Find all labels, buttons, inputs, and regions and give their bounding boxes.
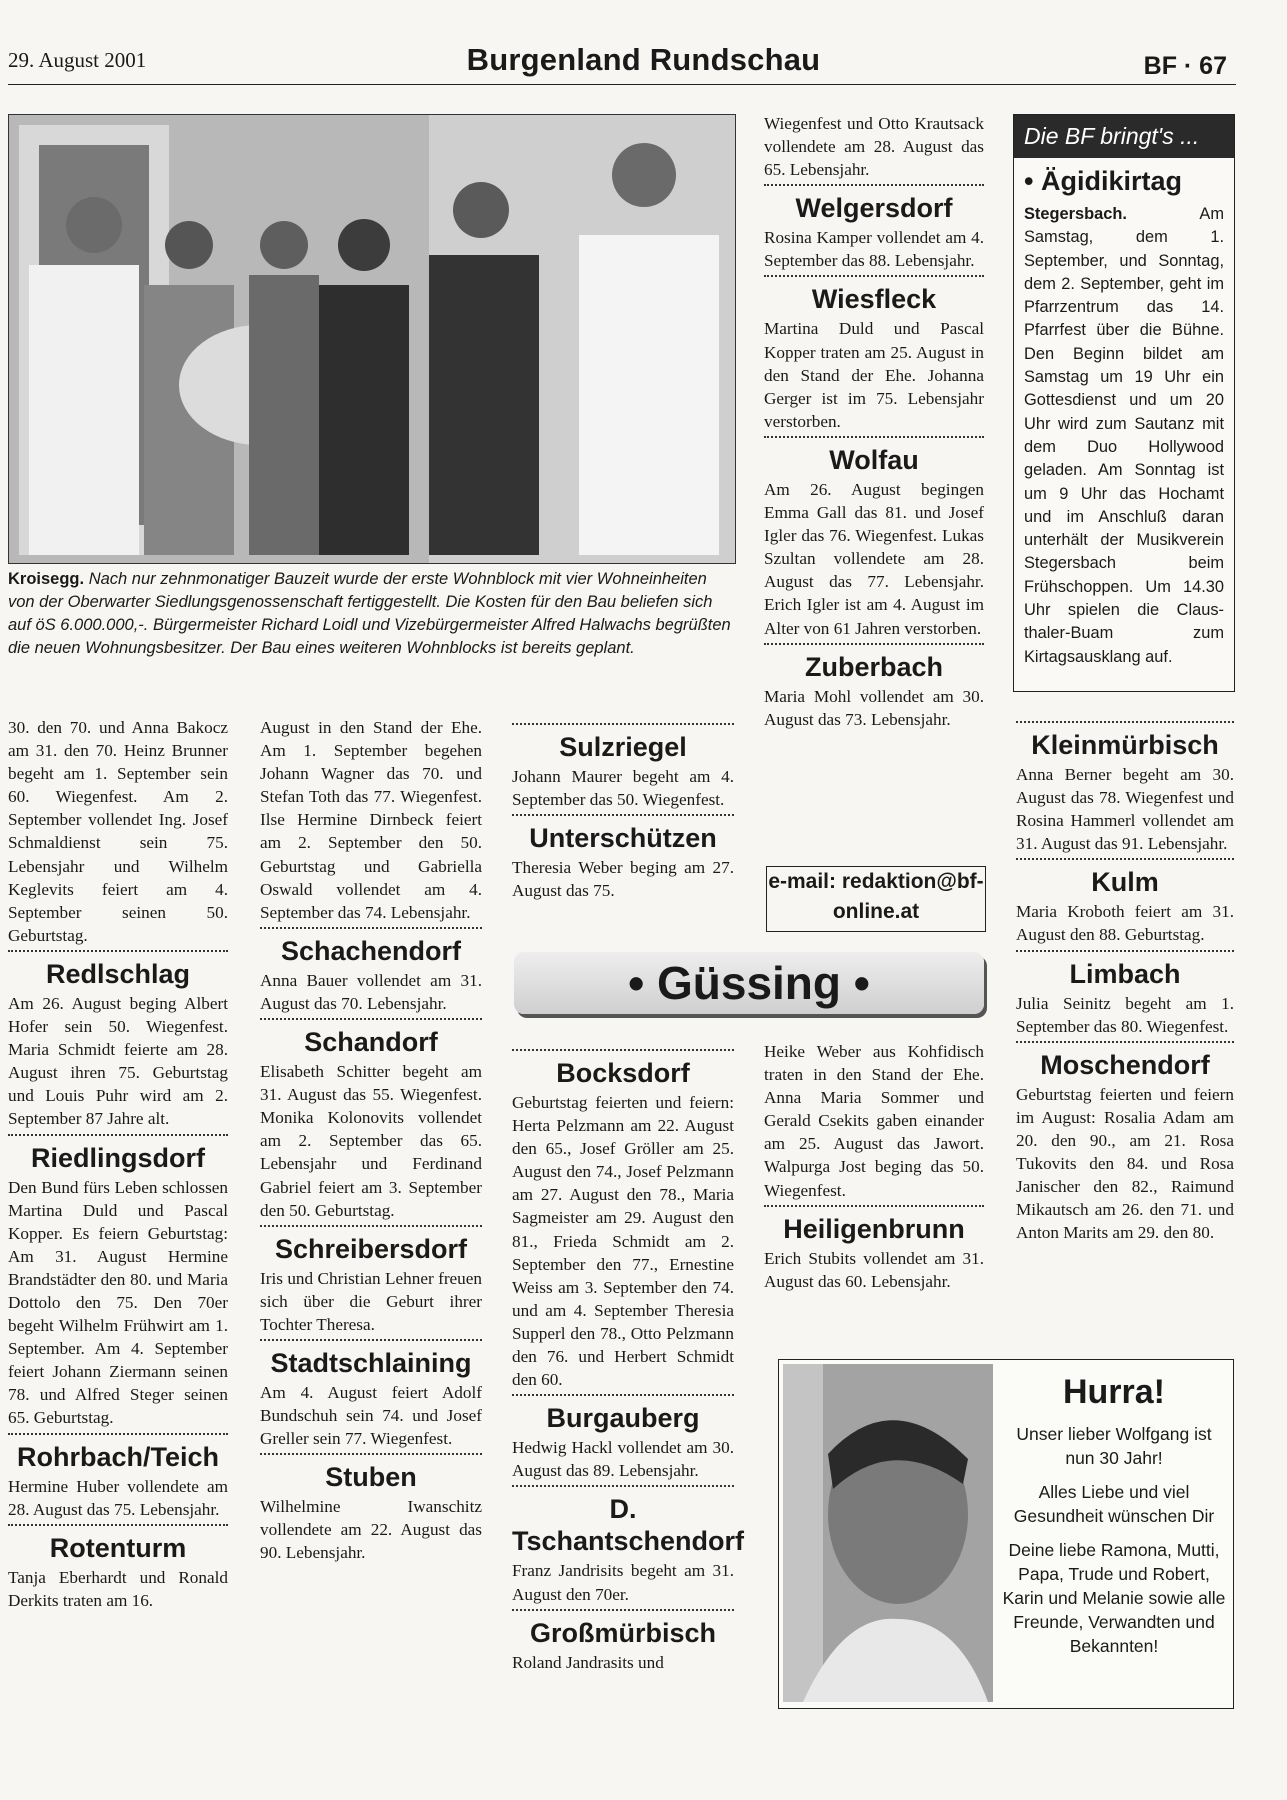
divider: [8, 1524, 228, 1526]
text-welgersdorf: Rosina Kamper vollendet am 4. September das 88. Lebensjahr.: [764, 228, 984, 271]
divider: [260, 1225, 482, 1227]
column-4-upper: [764, 112, 984, 731]
text-sulzriegel: Johann Maurer begeht am 4. September das 50. Wiegenfest.: [512, 767, 734, 810]
divider: [512, 1394, 734, 1396]
divider: [764, 275, 984, 277]
text-bocksdorf: Geburtstag feierten und feiern: Herta Pelzmann am 22. August den 65., Josef Gröller am 25. August den 74., Josef Pelzmann am 27. August den 78., Maria Sagmeister am 29. August den 81., Frieda Schmidt am 2. September den 77., Ernestine Weiss am 3. September den 74. und am 4. September Theresia Supperl den 78., Otto Pelzmann den 76. und Herbert Schmidt den 60.: [512, 1093, 734, 1390]
heading-welgersdorf: Welgersdorf: [795, 193, 953, 224]
text-grossmuerbisch: Roland Jandrasits und: [512, 1652, 664, 1672]
divider: [512, 723, 734, 725]
text-schreibersdorf: Iris und Christian Lehner freuen sich über die Geburt ihrer Tochter Theresa.: [260, 1268, 482, 1334]
column-5: [1016, 718, 1234, 1244]
birthday-ad-line2: Alles Liebe und viel Gesundheit wünschen Dir: [1013, 1482, 1215, 1526]
divider: [260, 1453, 482, 1455]
divider: [764, 436, 984, 438]
col2-intro: August in den Stand der Ehe. Am 1. September begehen Johann Wagner das 70. und Stefan Toth das 77. Wiegenfest. Ilse Hermine Dirnbeck feiert am 2. September den 50. Geburtstag und Gabriella Oswald vollendet am 4. September das 74. Lebensjahr.: [260, 718, 482, 922]
text-riedlingsdorf: Den Bund fürs Leben schlossen Martina Duld und Pascal Kopper. Es feiern Geburtstag: Am 31. August Hermine Brandstädter den 80. und Maria Dottolo den 75. Den 70er begeht Wilhelm Frühwirt am 1. September. Am 4. September feiert Johann Ziermann seinen 78. und Alfred Steger seinen 65. Geburtstag.: [8, 1177, 228, 1428]
text-redlschlag: Am 26. August beging Albert Hofer sein 50. Wiegenfest. Maria Schmidt feierte am 28. August ihren 75. Geburtstag und Louis Puhr wird am 2. September 87 Jahre alt.: [8, 993, 228, 1129]
text-schandorf: Elisabeth Schitter begeht am 31. August das 55. Wiegenfest. Monika Kolonovits vollendet am 2. September das 65. Lebensjahr und Ferdinand Gabriel feiert am 3. September den 50. Geburtstag.: [260, 1062, 482, 1220]
column-1: [8, 716, 228, 1612]
column-3-upper: [512, 720, 734, 902]
section-banner-guessing: • Güssing •: [514, 952, 984, 1014]
heading-redlschlag: Redlschlag: [45, 958, 191, 989]
divider: [1016, 950, 1234, 952]
text-moschendorf: Geburtstag feierten und feiern im August: Rosalia Adam am 20. den 90., am 21. Rosa Tukovits den 84. und Rosa Janischer den 82., Raimund Mikautsch am 26. den 71. und Anton Marits am 29. den 80.: [1016, 1084, 1234, 1243]
heading-tschantschendorf: D. Tschantschendorf: [512, 1494, 745, 1557]
column-2: [260, 716, 482, 1565]
text-stadtschlaining: Am 4. August feiert Adolf Bundschuh sein 74. und Josef Greller sein 77. Wiegenfest.: [260, 1382, 482, 1449]
text-wiesfleck: Martina Duld und Pascal Kopper traten am 25. August in den Stand der Ehe. Johanna Gerger ist im 75. Lebensjahr verstorben.: [764, 319, 984, 431]
heading-heiligenbrunn: Heiligenbrunn: [783, 1213, 965, 1244]
text-stuben: Wilhelmine Iwanschitz vollendete am 22. August das 90. Lebensjahr.: [260, 1497, 482, 1563]
photo-caption: [8, 568, 734, 660]
divider: [512, 814, 734, 816]
divider: [260, 927, 482, 929]
heading-rohrbach: Rohrbach/Teich: [16, 1441, 220, 1472]
divider: [764, 643, 984, 645]
divider: [764, 184, 984, 186]
divider: [1016, 1041, 1234, 1043]
heading-stuben: Stuben: [325, 1462, 417, 1493]
text-kulm: Maria Kroboth feiert am 31. August den 88. Geburtstag.: [1016, 902, 1234, 945]
page-number: BF · 67: [1143, 52, 1227, 80]
heading-limbach: Limbach: [1069, 958, 1181, 989]
heading-moschendorf: Moschendorf: [1040, 1049, 1210, 1080]
header-rule: [8, 84, 1236, 85]
heading-wolfau: Wolfau: [829, 444, 919, 475]
caption-text: Nach nur zehnmonatiger Bauzeit wurde der erste Wohnblock mit vier Wohneinheiten von der Oberwarter Siedlungsgenossenschaft fertiggestellt. Die Kosten für den Bau beliefen sich auf öS 6.000.000,-. Bürgermeister Richard Loidl und Vizebürgermeister Alfred Halwachs begrüßten die neuen Wohnungsbesitzer. Der Bau eines weiteren Wohnblocks ist bereits geplant.: [8, 570, 731, 657]
newspaper-title: Burgenland Rundschau: [466, 42, 821, 77]
col4-intro: Wiegenfest und Otto Krautsack vollendete am 28. August das 65. Lebensjahr.: [764, 114, 984, 180]
birthday-ad-line1: Unser lieber Wolfgang ist nun 30 Jahr!: [1016, 1424, 1212, 1468]
heading-burgauberg: Burgauberg: [546, 1403, 700, 1434]
heading-kulm: Kulm: [1091, 867, 1159, 898]
divider: [8, 1433, 228, 1435]
text-kleinmuerbisch: Anna Berner begeht am 30. August das 78. Wiegenfest und Rosina Hammerl vollendet am 31. August das 91. Lebensjahr.: [1016, 765, 1234, 854]
event-box: [1013, 114, 1235, 692]
heading-wiesfleck: Wiesfleck: [811, 284, 937, 315]
heading-riedlingsdorf: Riedlingsdorf: [31, 1142, 205, 1173]
heading-schandorf: Schandorf: [304, 1027, 438, 1058]
event-box-subtitle: • Ägidikirtag: [1024, 166, 1182, 196]
text-rotenturm: Tanja Eberhardt und Ronald Derkits traten am 16.: [8, 1567, 228, 1610]
divider: [512, 1609, 734, 1611]
heading-sulzriegel: Sulzriegel: [559, 732, 687, 762]
text-zuberbach: Maria Mohl vollendet am 30. August das 73. Lebensjahr.: [764, 686, 984, 729]
divider: [8, 950, 228, 952]
text-unterschuetzen: Theresia Weber beging am 27. August das 75.: [512, 858, 734, 901]
heading-rotenturm: Rotenturm: [49, 1532, 187, 1563]
email-box[interactable]: e-mail: redaktion@bf-online.at: [766, 866, 986, 932]
text-burgauberg: Hedwig Hackl vollendet am 30. August das 89. Lebensjahr.: [512, 1438, 734, 1481]
group-photo: [8, 114, 736, 564]
heading-bocksdorf: Bocksdorf: [556, 1058, 690, 1088]
birthday-ad-text: [1001, 1370, 1227, 1668]
divider: [8, 1134, 228, 1136]
birthday-ad-line3: Deine liebe Ramona, Mutti, Papa, Trude und Robert, Karin und Melanie sowie alle Freunde, Verwandten und Bekannten!: [1002, 1540, 1226, 1656]
heading-schachendorf: Schachendorf: [280, 935, 462, 966]
column-4-lower: [764, 1040, 984, 1293]
event-box-header: Die BF bringt's ...: [1014, 115, 1234, 158]
divider: [260, 1018, 482, 1020]
heading-stadtschlaining: Stadtschlaining: [270, 1347, 472, 1378]
text-schachendorf: Anna Bauer vollendet am 31. August das 70. Lebensjahr.: [260, 970, 482, 1013]
heading-grossmuerbisch: Großmürbisch: [529, 1617, 717, 1648]
event-box-place: Stegersbach.: [1024, 205, 1127, 223]
text-rohrbach: Hermine Huber vollendete am 28. August das 75. Lebensjahr.: [8, 1476, 228, 1519]
text-tschantschendorf: Franz Jandrisits begeht am 31. August den 70er.: [512, 1561, 734, 1604]
text-wolfau: Am 26. August begingen Emma Gall das 81. und Josef Igler das 76. Wiegenfest. Lukas Szultan vollendete am 28. August das 77. Lebensjahr. Erich Igler ist am 4. August im Alter von 61 Jahren verstorben.: [764, 479, 984, 638]
divider: [1016, 721, 1234, 723]
heading-schreibersdorf: Schreibersdorf: [274, 1233, 468, 1264]
divider: [512, 1485, 734, 1487]
column-3-lower: [512, 1046, 745, 1674]
header-date: 29. August 2001: [8, 48, 147, 72]
event-box-body: Am Samstag, dem 1. September, und Sonntag, dem 2. September, geht im Pfarrzentrum das 14. Pfarrfest über die Bühne. Den Beginn bildet am Samstag um 19 Uhr ein Gottesdienst und um 20 Uhr wird zum Sautanz mit dem Duo Hollywood geladen. Am Sonntag ist um 9 Uhr das Hochamt und im Anschluß daran unterhält der Musikverein Stegersbach beim Frühschoppen. Um 14.30 Uhr spielen die Claus-thaler-Buam zum Kirtagsausklang auf.: [1024, 205, 1224, 666]
divider: [1016, 858, 1234, 860]
text-limbach: Julia Seinitz begeht am 1. September das 80. Wiegenfest.: [1016, 993, 1234, 1036]
divider: [512, 1049, 734, 1051]
birthday-ad-title: Hurra!: [1062, 1373, 1166, 1411]
portrait-photo: [783, 1364, 993, 1702]
caption-place: Kroisegg.: [8, 570, 85, 588]
birthday-ad-box: [778, 1359, 1234, 1709]
event-box-text: [1024, 203, 1224, 669]
heading-unterschuetzen: Unterschützen: [529, 823, 717, 854]
heading-kleinmuerbisch: Kleinmürbisch: [1031, 730, 1219, 760]
heading-zuberbach: Zuberbach: [804, 651, 944, 682]
col1-intro: 30. den 70. und Anna Bakocz am 31. den 70. Heinz Brunner begeht am 1. September sein 60. Wiegenfest. Am 2. September vollendet Ing. Josef Schmaldienst sein 75. Lebensjahr und Wilhelm Keglevits feiert am 4. September seinen 50. Geburtstag.: [8, 718, 228, 945]
divider: [260, 1339, 482, 1341]
col4-lower-intro: Heike Weber aus Kohfidisch traten in den Stand der Ehe. Anna Maria Sommer und Gerald Csekits gaben einander am 25. August das Jawort. Walpurga Jost beging das 50. Wiegenfest.: [764, 1042, 984, 1200]
divider: [764, 1205, 984, 1207]
text-heiligenbrunn: Erich Stubits vollendet am 31. August das 60. Lebensjahr.: [764, 1248, 984, 1291]
